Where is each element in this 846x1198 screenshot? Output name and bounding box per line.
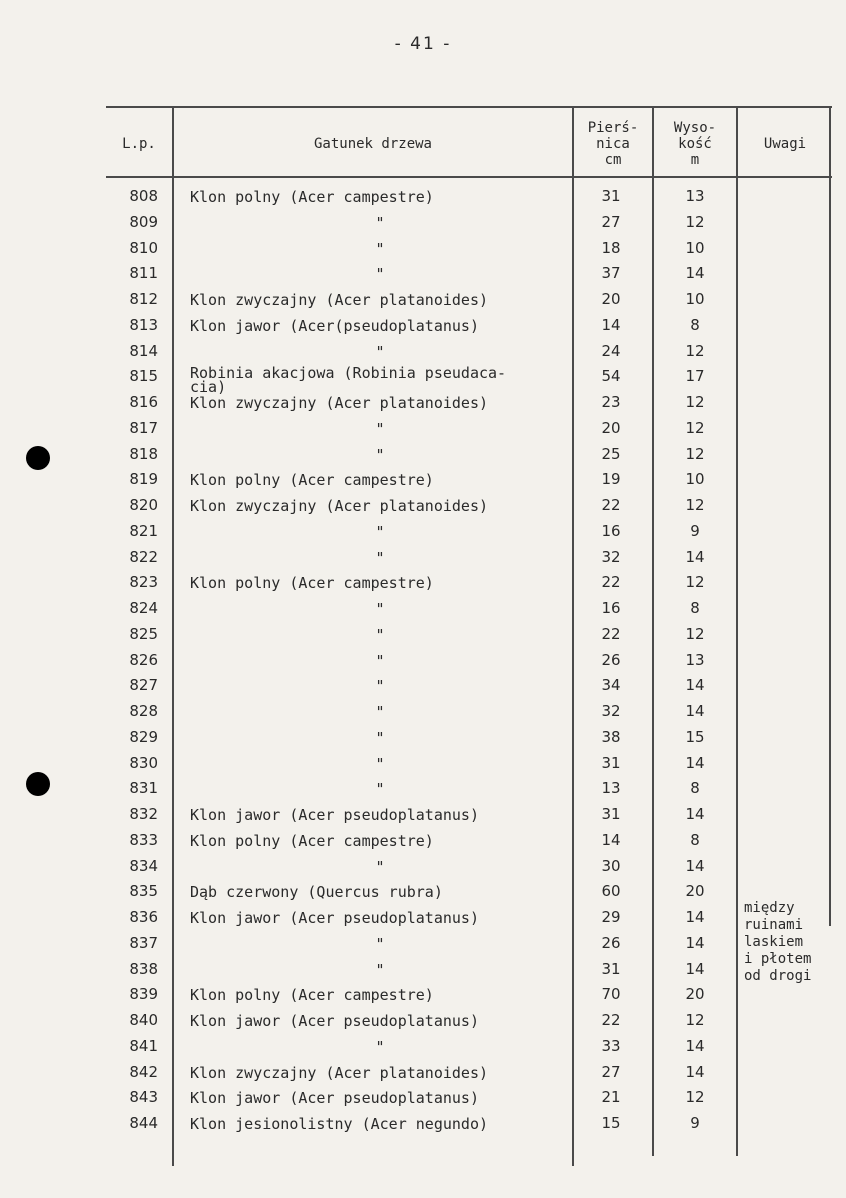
header-height: Wyso- kość m <box>673 120 717 168</box>
table-row <box>106 442 832 468</box>
girth-value: 22 <box>601 1011 621 1029</box>
table-top-rule <box>106 106 832 108</box>
species-name: Klon jesionolistny (Acer negundo) <box>190 1115 489 1133</box>
row-number: 808 <box>129 187 158 205</box>
species-name: Klon polny (Acer campestre) <box>190 574 434 593</box>
row-number: 830 <box>129 753 158 772</box>
punch-hole-bottom <box>26 772 50 796</box>
girth-value: 18 <box>601 238 621 257</box>
height-value: 13 <box>685 187 705 205</box>
girth-value: 26 <box>601 933 621 952</box>
species-name: " <box>375 419 385 438</box>
species-name: " <box>375 754 385 773</box>
row-number: 819 <box>129 470 158 489</box>
row-number: 827 <box>129 676 158 695</box>
species-name: " <box>375 265 385 284</box>
species-name: " <box>375 213 385 232</box>
species-name: Robinia akacjowa (Robinia pseudaca- cia) <box>190 364 507 397</box>
girth-value: 20 <box>601 290 621 308</box>
table-row <box>106 467 832 493</box>
row-number: 815 <box>129 367 158 386</box>
table-row <box>106 184 832 210</box>
table-row <box>106 390 832 416</box>
row-number: 841 <box>129 1036 158 1055</box>
remark-note: między ruinami laskiem i płotem od drogi <box>744 900 812 984</box>
table-row <box>106 416 832 442</box>
girth-value: 24 <box>601 341 621 360</box>
height-value: 10 <box>685 470 705 489</box>
species-name: Klon jawor (Acer pseudoplatanus) <box>190 1089 479 1108</box>
tree-inventory-table <box>106 106 832 1166</box>
height-value: 12 <box>685 1011 705 1029</box>
table-row <box>106 313 832 339</box>
height-value: 12 <box>685 444 705 463</box>
species-name: " <box>375 651 385 670</box>
girth-value: 31 <box>601 753 621 772</box>
height-value: 8 <box>690 599 700 617</box>
species-name: " <box>375 677 385 696</box>
girth-value: 20 <box>601 418 621 437</box>
header-girth: Pierś- nica cm <box>587 120 639 168</box>
row-number: 836 <box>129 908 158 926</box>
table-row <box>106 364 832 397</box>
species-name: " <box>375 934 385 953</box>
species-name: Klon polny (Acer campestre) <box>190 986 434 1005</box>
table-row <box>106 596 832 622</box>
girth-value: 14 <box>601 830 621 849</box>
height-value: 14 <box>685 753 705 772</box>
row-number: 812 <box>129 290 158 308</box>
height-value: 14 <box>685 702 705 720</box>
row-number: 818 <box>129 444 158 463</box>
height-value: 10 <box>685 290 705 308</box>
species-name: " <box>375 703 385 721</box>
species-name: " <box>375 600 385 618</box>
height-value: 20 <box>685 882 705 901</box>
species-name: Klon jawor (Acer pseudoplatanus) <box>190 909 479 927</box>
table-row <box>106 339 832 365</box>
height-value: 14 <box>685 805 705 823</box>
table-row <box>106 570 832 596</box>
table-row <box>106 210 832 236</box>
species-name: " <box>375 548 385 567</box>
girth-value: 70 <box>601 985 621 1004</box>
punch-hole-top <box>26 446 50 470</box>
girth-value: 25 <box>601 444 621 463</box>
species-name: Klon polny (Acer campestre) <box>190 831 434 850</box>
height-value: 20 <box>685 985 705 1004</box>
height-value: 9 <box>690 521 700 540</box>
girth-value: 38 <box>601 727 621 746</box>
table-row <box>106 879 832 905</box>
girth-value: 13 <box>601 779 621 798</box>
girth-value: 22 <box>601 573 621 592</box>
table-row <box>106 828 832 854</box>
table-row <box>106 854 832 880</box>
row-number: 823 <box>129 573 158 592</box>
table-row <box>106 802 832 828</box>
height-value: 8 <box>690 830 700 849</box>
height-value: 14 <box>685 908 705 926</box>
table-row <box>106 493 832 519</box>
girth-value: 22 <box>601 624 621 643</box>
girth-value: 19 <box>601 470 621 489</box>
girth-value: 27 <box>601 1062 621 1081</box>
table-row <box>106 261 832 287</box>
row-number: 809 <box>129 212 158 231</box>
height-value: 12 <box>685 341 705 360</box>
table-row <box>106 1034 832 1060</box>
row-number: 843 <box>129 1088 158 1107</box>
girth-value: 26 <box>601 650 621 669</box>
height-value: 13 <box>685 650 705 669</box>
girth-value: 32 <box>601 547 621 566</box>
girth-value: 31 <box>601 187 621 205</box>
table-row <box>106 699 832 725</box>
species-name: Klon zwyczajny (Acer platanoides) <box>190 497 489 515</box>
header-remarks: Uwagi <box>763 136 807 152</box>
height-value: 14 <box>685 856 705 875</box>
species-name: " <box>375 960 385 979</box>
species-name: " <box>375 445 385 464</box>
row-number: 811 <box>129 264 158 283</box>
table-row <box>106 725 832 751</box>
girth-value: 37 <box>601 264 621 283</box>
header-lp: L.p. <box>122 136 156 152</box>
row-number: 814 <box>129 341 158 360</box>
row-number: 835 <box>129 882 158 901</box>
species-name: Dąb czerwony (Quercus rubra) <box>190 883 443 902</box>
species-name: " <box>375 342 385 361</box>
girth-value: 23 <box>601 393 621 411</box>
table-row <box>106 519 832 545</box>
height-value: 12 <box>685 393 705 411</box>
table-row <box>106 1111 832 1137</box>
species-name: " <box>375 239 385 258</box>
species-name: " <box>375 1037 385 1056</box>
row-number: 820 <box>129 496 158 514</box>
row-number: 832 <box>129 805 158 823</box>
row-number: 838 <box>129 959 158 978</box>
row-number: 824 <box>129 599 158 617</box>
row-number: 833 <box>129 830 158 849</box>
height-value: 12 <box>685 212 705 231</box>
species-name: Klon zwyczajny (Acer platanoides) <box>190 394 489 412</box>
girth-value: 34 <box>601 676 621 695</box>
girth-value: 14 <box>601 315 621 334</box>
row-number: 810 <box>129 238 158 257</box>
height-value: 14 <box>685 264 705 283</box>
row-number: 837 <box>129 933 158 952</box>
species-name: Klon zwyczajny (Acer platanoides) <box>190 1063 489 1082</box>
row-number: 816 <box>129 393 158 411</box>
girth-value: 16 <box>601 521 621 540</box>
table-row <box>106 1060 832 1086</box>
height-value: 12 <box>685 496 705 514</box>
row-number: 826 <box>129 650 158 669</box>
row-number: 828 <box>129 702 158 720</box>
table-row <box>106 982 832 1008</box>
table-row <box>106 545 832 571</box>
girth-value: 31 <box>601 805 621 823</box>
species-name: Klon jawor (Acer pseudoplatanus) <box>190 1012 479 1030</box>
species-name: " <box>375 857 385 876</box>
species-name: Klon polny (Acer campestre) <box>190 471 434 490</box>
table-row <box>106 622 832 648</box>
species-name: " <box>375 728 385 747</box>
girth-value: 29 <box>601 908 621 926</box>
table-row <box>106 1085 832 1111</box>
species-name: " <box>375 625 385 644</box>
height-value: 14 <box>685 959 705 978</box>
girth-value: 15 <box>601 1114 621 1132</box>
girth-value: 30 <box>601 856 621 875</box>
species-name: " <box>375 522 385 541</box>
girth-value: 60 <box>601 882 621 901</box>
table-row <box>106 673 832 699</box>
girth-value: 31 <box>601 959 621 978</box>
species-name: Klon polny (Acer campestre) <box>190 188 434 206</box>
header-bottom-rule <box>106 176 832 178</box>
height-value: 14 <box>685 676 705 695</box>
row-number: 839 <box>129 985 158 1004</box>
height-value: 9 <box>690 1114 700 1132</box>
species-name: " <box>375 780 385 799</box>
height-value: 12 <box>685 573 705 592</box>
height-value: 14 <box>685 1036 705 1055</box>
row-number: 817 <box>129 418 158 437</box>
girth-value: 32 <box>601 702 621 720</box>
page-number: - 41 - <box>394 34 452 54</box>
height-value: 14 <box>685 547 705 566</box>
height-value: 17 <box>685 367 705 386</box>
row-number: 840 <box>129 1011 158 1029</box>
table-row <box>106 905 832 931</box>
row-number: 842 <box>129 1062 158 1081</box>
row-number: 829 <box>129 727 158 746</box>
row-number: 831 <box>129 779 158 798</box>
girth-value: 21 <box>601 1088 621 1107</box>
table-row <box>106 1008 832 1034</box>
height-value: 12 <box>685 418 705 437</box>
height-value: 10 <box>685 238 705 257</box>
row-number: 825 <box>129 624 158 643</box>
table-row <box>106 751 832 777</box>
table-row <box>106 957 832 983</box>
row-number: 844 <box>129 1114 158 1132</box>
table-row <box>106 931 832 957</box>
row-number: 822 <box>129 547 158 566</box>
girth-value: 33 <box>601 1036 621 1055</box>
height-value: 14 <box>685 933 705 952</box>
height-value: 8 <box>690 315 700 334</box>
height-value: 14 <box>685 1062 705 1081</box>
girth-value: 22 <box>601 496 621 514</box>
height-value: 8 <box>690 779 700 798</box>
height-value: 12 <box>685 1088 705 1107</box>
header-species: Gatunek drzewa <box>313 136 432 152</box>
table-row <box>106 776 832 802</box>
row-number: 834 <box>129 856 158 875</box>
species-name: Klon zwyczajny (Acer platanoides) <box>190 291 489 309</box>
table-row <box>106 236 832 262</box>
girth-value: 54 <box>601 367 621 386</box>
species-name: Klon jawor (Acer(pseudoplatanus) <box>190 316 479 335</box>
girth-value: 16 <box>601 599 621 617</box>
species-name: Klon jawor (Acer pseudoplatanus) <box>190 806 479 824</box>
table-row <box>106 648 832 674</box>
girth-value: 27 <box>601 212 621 231</box>
height-value: 12 <box>685 624 705 643</box>
table-row <box>106 287 832 313</box>
height-value: 15 <box>685 727 705 746</box>
row-number: 813 <box>129 315 158 334</box>
row-number: 821 <box>129 521 158 540</box>
